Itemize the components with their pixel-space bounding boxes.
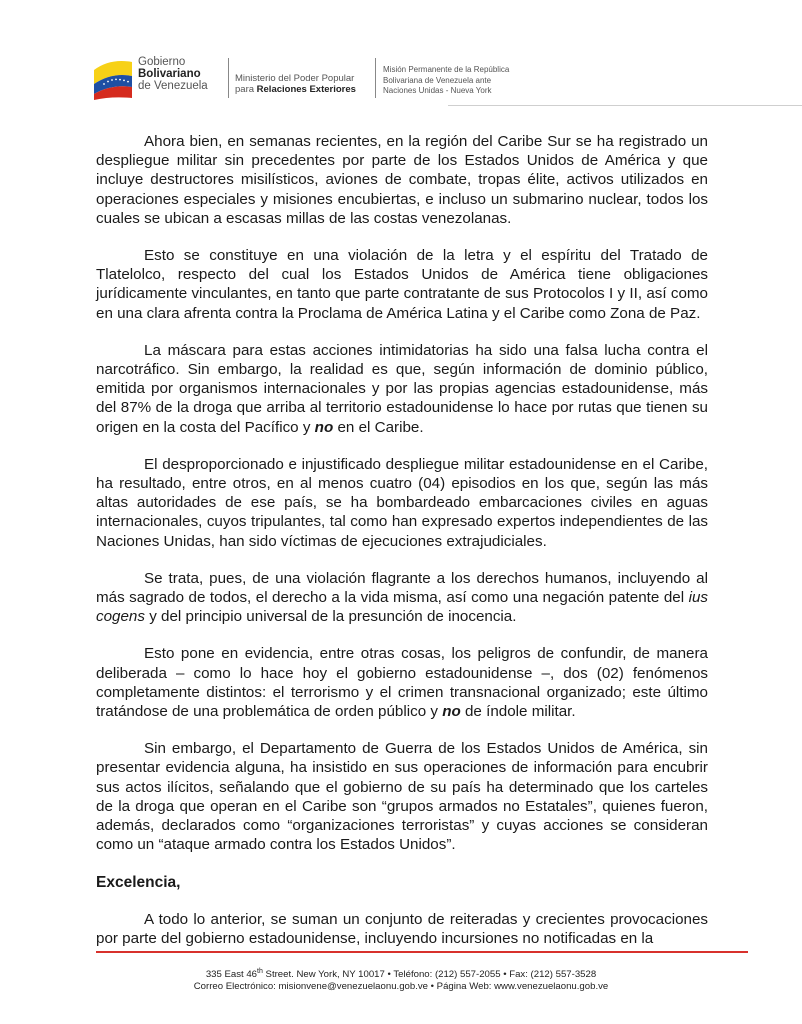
letterhead (92, 50, 742, 110)
mission-name (383, 65, 509, 97)
header-divider (375, 58, 376, 98)
gov-line-3: de Venezuela (138, 80, 208, 92)
mission-line-1: Misión Permanente de la República (383, 65, 510, 74)
paragraph: A todo lo anterior, se suman un conjunto de reiteradas y crecientes provocaciones por parte del gobierno estadounidense, incluyendo incursiones no notificadas en la (96, 910, 708, 947)
mission-line-3: Naciones Unidas - Nueva York (383, 86, 492, 95)
emphasis: no (442, 703, 461, 721)
paragraph: El desproporcionado e injustificado despliegue militar estadounidense en el Caribe, ha resultado, entre otros, en al menos cuatro (04) episodios en los que, según las más altas autoridades de ese país, se ha bombardeado embarcaciones civiles en aguas internacionales, cuyos tripulantes, tal como han expresado expertos independientes de las Naciones Unidas, han sido víctimas de ejecuciones extrajudiciales. (96, 455, 708, 550)
emphasis: no (314, 418, 334, 436)
paragraph: Esto se constituye en una violación de la letra y el espíritu del Tratado de Tlatelolco, respecto del cual los Estados Unidos de América tiene obligaciones jurídicamente vinculantes, en tanto que parte contratante de sus Protocolos I y II, así como en una clara afrenta contra la Proclama de América Latina y el Caribe como Zona de Paz. (96, 247, 708, 322)
letter-body (96, 132, 708, 966)
mission-line-2: Bolivariana de Venezuela ante (383, 75, 492, 85)
ministry-name (235, 73, 356, 95)
footer (0, 966, 802, 993)
venezuela-flag-logo (92, 54, 134, 100)
header-rule (448, 105, 802, 106)
paragraph: Se trata, pues, de una violación flagrante a los derechos humanos, incluyendo al más sagrado de todos, el derecho a la vida misma, así como una negación patente del ius cogens y del principio universal de la presunción de inocencia. (96, 569, 708, 626)
header-divider (228, 58, 229, 98)
gov-line-2: Bolivariano (138, 68, 201, 80)
footer-rule (96, 951, 748, 953)
ministry-prefix: para (235, 84, 255, 95)
ministry-line-1: Ministerio del Poder Popular (235, 73, 355, 84)
government-name (138, 56, 208, 92)
paragraph: La máscara para estas acciones intimidatorias ha sido una falsa lucha contra el narcotráfico. Sin embargo, la realidad es que, según información de dominio público, emitida por organismos internacionales y por las propias agencias estadounidense, más del 87% de la droga que arriba al territorio estadounidense lo hace por rutas que tienen su origen en la costa del Pacífico y no en el Caribe. (96, 341, 708, 436)
paragraph: Esto pone en evidencia, entre otras cosas, los peligros de confundir, de manera deliberada – como lo hace hoy el gobierno estadounidense –, dos (02) fenómenos completamente distintos: el terrorismo y el crimen transnacional organizado; este último tratándose de una problemática de orden público y no de índole militar. (96, 645, 708, 721)
paragraph: Ahora bien, en semanas recientes, en la región del Caribe Sur se ha registrado un despliegue militar sin precedentes por parte de los Estados Unidos de América y que incluye destructores misilísticos, aviones de combate, tropas élite, activos utilizados en operaciones especiales y misiones encubiertas, e incluso un submarino nuclear, todos los cuales se ubican a escasas millas de las costas venezolanas. (96, 133, 708, 227)
salutation-heading: Excelencia, (96, 873, 181, 891)
footer-contact: Correo Electrónico: misionvene@venezuelaonu.gob.ve • Página Web: www.venezuelaonu.gob.ve (193, 981, 609, 993)
ministry-bold: Relaciones Exteriores (256, 84, 356, 95)
gov-line-1: Gobierno (138, 56, 186, 68)
emphasis: ius cogens (96, 589, 708, 626)
paragraph: Sin embargo, el Departamento de Guerra de los Estados Unidos de América, sin presentar evidencia alguna, ha insistido en sus operaciones de información para encubrir sus actos ilícitos, señalando que el gobierno de su país ha determinado que los carteles de la droga que operan en el Caribe son “grupos armados no Estatales”, quienes fueron, además, declarados como “organizaciones terroristas” y cuyas acciones se consideran como un “ataque armado contra los Estados Unidos”. (96, 740, 708, 854)
footer-address: 335 East 46th Street. New York, NY 10017 • Teléfono: (212) 557-2055 • Fax: (212) 557-3528 (205, 968, 597, 981)
